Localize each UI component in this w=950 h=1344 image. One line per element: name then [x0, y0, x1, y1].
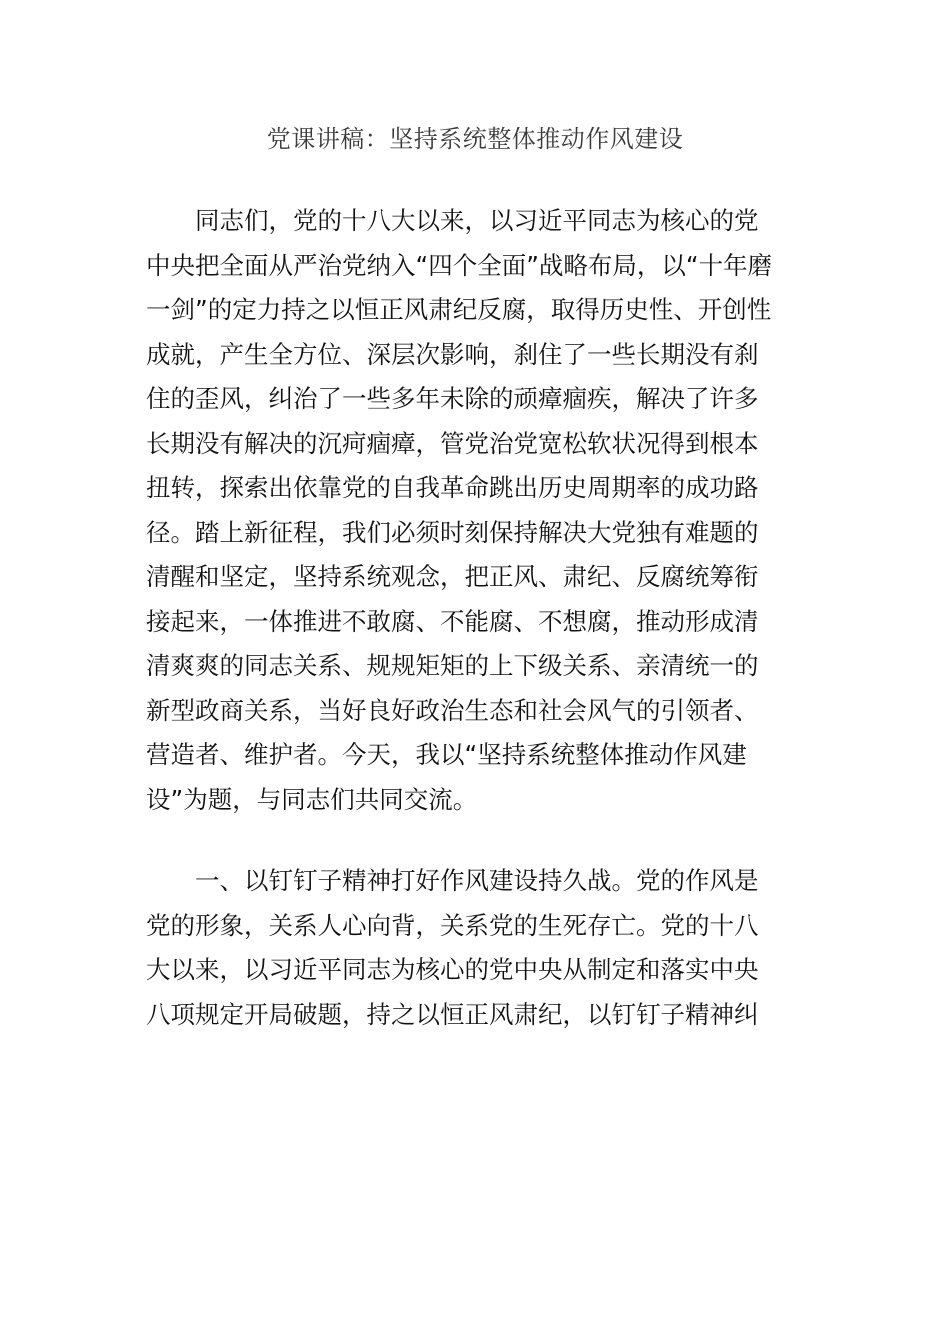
text-line: 营造者、维护者。今天，我以“坚持系统整体推动作风建 — [146, 740, 747, 769]
text-line: 设”为题，与同志们共同交流。 — [146, 784, 478, 814]
text-line: 八项规定开局破题，持之以恒正风肃纪，以钉钉子精神纠 — [146, 999, 759, 1029]
document-title: 党课讲稿：坚持系统整体推动作风建设 — [266, 125, 684, 153]
text-line: 接起来，一体推进不敢腐、不能腐、不想腐，推动形成清 — [146, 606, 759, 636]
text-line: 长期没有解决的沉疴痼瘴，管党治党宽松软状况得到根本 — [146, 428, 759, 458]
text-line: 大以来，以习近平同志为核心的党中央从制定和落实中央 — [146, 955, 759, 984]
text-line: 成就，产生全方位、深层次影响，刹住了一些长期没有刹 — [146, 339, 759, 369]
text-line: 清爽爽的同志关系、规规矩矩的上下级关系、亲清统一的 — [146, 651, 759, 680]
text-line: 径。踏上新征程，我们必须时刻保持解决大党独有难题的 — [146, 517, 759, 547]
paragraph-intro — [146, 199, 806, 822]
text-line: 中央把全面从严治党纳入“四个全面”战略布局，以“十年磨 — [146, 250, 773, 280]
text-line: 清醒和坚定，坚持系统观念，把正风、肃纪、反腐统筹衔 — [146, 562, 759, 591]
paragraph-section-one — [146, 859, 806, 1037]
text-line: 住的歪风，纠治了一些多年未除的顽瘴痼疾，解决了许多 — [146, 384, 759, 413]
text-line: 一剑”的定力持之以恒正风肃纪反腐，取得历史性、开创性 — [146, 295, 772, 324]
text-line: 新型政商关系，当好良好政治生态和社会风气的引领者、 — [146, 695, 759, 725]
text-line: 扭转，探索出依靠党的自我革命跳出历史周期率的成功路 — [146, 473, 759, 502]
text-line: 一、以钉钉子精神打好作风建设持久战。党的作风是 — [195, 866, 759, 895]
text-line: 同志们，党的十八大以来，以习近平同志为核心的党 — [195, 206, 759, 235]
text-line: 党的形象，关系人心向背，关系党的生死存亡。党的十八 — [146, 910, 759, 940]
